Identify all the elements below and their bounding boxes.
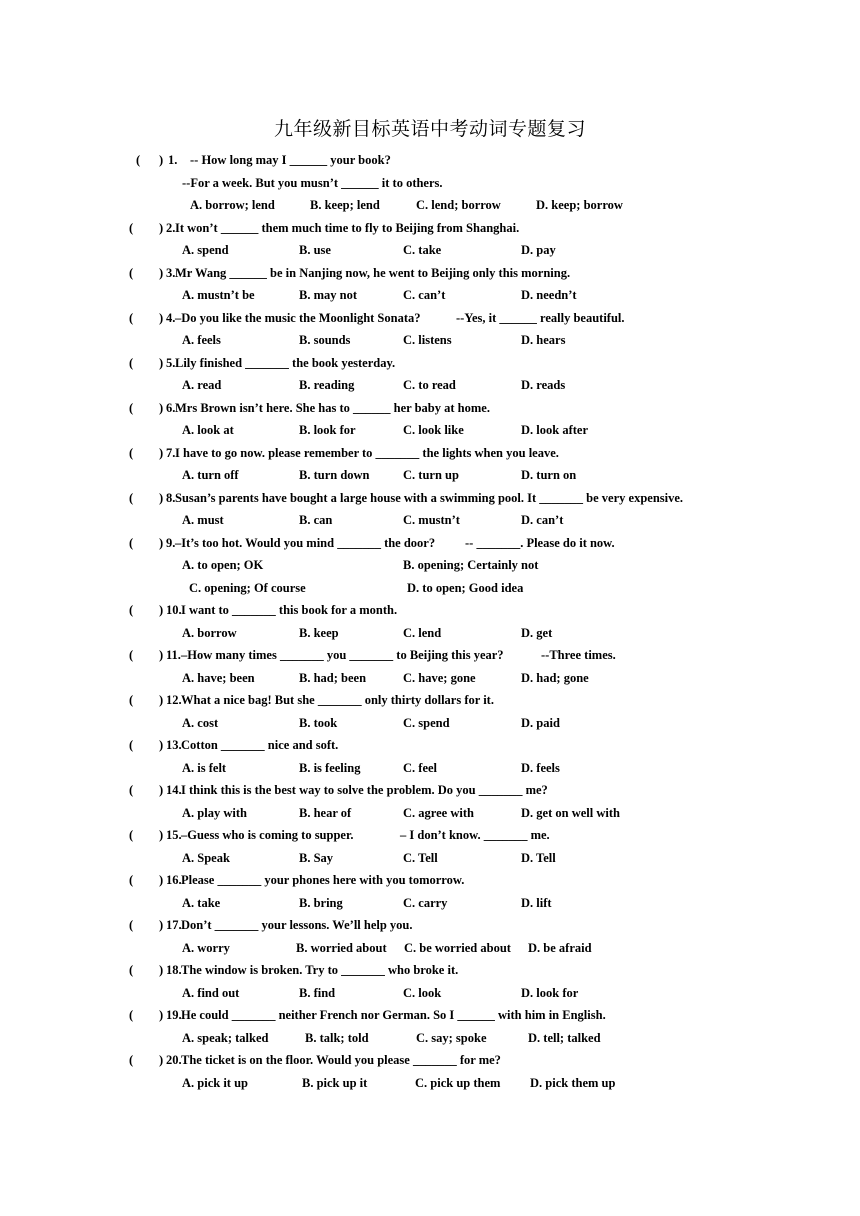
- question-13-options-line: [0, 761, 860, 783]
- option: D. pick them up: [530, 1075, 616, 1090]
- option: C. can’t: [403, 288, 446, 302]
- question-stem-reply: – I don’t know. _______ me.: [400, 828, 550, 842]
- question-stem: Don’t _______ your lessons. We’ll help you.: [181, 918, 413, 932]
- option: C. be worried about: [404, 940, 511, 955]
- question-7-stem-line: [0, 446, 860, 468]
- option: D. lift: [521, 895, 552, 910]
- question-stem: Mr Wang ______ be in Nanjing now, he went to Beijing only this morning.: [175, 265, 571, 280]
- option: A. take: [182, 895, 221, 910]
- option: D. had; gone: [521, 670, 589, 685]
- option: B. pick up it: [302, 1075, 368, 1090]
- answer-paren-open: (: [129, 445, 134, 460]
- option: B. hear of: [299, 805, 352, 820]
- question-3-options-line: [0, 288, 860, 310]
- answer-paren-open: (: [129, 648, 134, 662]
- question-9-stem-line: [0, 536, 860, 558]
- question-number: 2.: [166, 220, 176, 235]
- option: C. to read: [403, 378, 456, 392]
- option: D. paid: [521, 715, 560, 730]
- option: D. Tell: [521, 850, 556, 865]
- question-number: 8.: [166, 490, 176, 505]
- question-stem: Cotton _______ nice and soft.: [181, 738, 339, 752]
- question-17-stem-line: [0, 918, 860, 940]
- answer-paren-close: ): [159, 783, 164, 797]
- answer-paren-close: ): [159, 738, 164, 752]
- option: D. reads: [521, 378, 566, 392]
- option: C. turn up: [403, 468, 459, 482]
- question-number: 12.: [166, 693, 182, 707]
- question-stem: He could _______ neither French nor German. So I ______ with him in English.: [181, 1008, 606, 1022]
- question-17-options-line: [0, 941, 860, 963]
- answer-paren-open: (: [129, 783, 134, 797]
- question-stem: Lily finished _______ the book yesterday.: [175, 355, 396, 370]
- question-16-options-line: [0, 896, 860, 918]
- answer-paren-open: (: [129, 693, 134, 707]
- question-2-options-line: [0, 243, 860, 265]
- question-stem-reply: --Three times.: [541, 648, 616, 662]
- question-10-stem-line: [0, 603, 860, 625]
- option: A. play with: [182, 805, 247, 820]
- answer-paren-open: (: [129, 265, 134, 280]
- option: A. read: [182, 378, 222, 392]
- question-stem-reply: --Yes, it ______ really beautiful.: [456, 310, 625, 325]
- option: B. reading: [299, 378, 355, 392]
- question-8-options-line: [0, 513, 860, 535]
- option: D. hears: [521, 333, 566, 347]
- question-18-options-line: [0, 986, 860, 1008]
- option: D. keep; borrow: [536, 198, 623, 212]
- option: B. use: [299, 243, 331, 257]
- option: B. keep; lend: [310, 198, 380, 212]
- answer-paren-open: (: [129, 963, 134, 977]
- option: D. can’t: [521, 513, 564, 527]
- question-3-stem-line: [0, 266, 860, 288]
- question-number: 16.: [166, 873, 182, 887]
- question-11-options-line: [0, 671, 860, 693]
- answer-paren-close: ): [159, 693, 164, 707]
- option: A. borrow: [182, 625, 237, 640]
- option: A. speak; talked: [182, 1030, 269, 1045]
- option: D. get on well with: [521, 805, 620, 820]
- question-5-options-line: [0, 378, 860, 400]
- question-8-stem-line: [0, 491, 860, 513]
- question-number: 6.: [166, 400, 176, 415]
- answer-paren-open: (: [129, 828, 134, 842]
- option: B. find: [299, 985, 336, 1000]
- question-stem-reply: --For a week. But you musn’t ______ it to others.: [182, 175, 443, 190]
- question-stem: I want to _______ this book for a month.: [181, 603, 398, 617]
- question-stem: What a nice bag! But she _______ only thirty dollars for it.: [181, 693, 494, 707]
- answer-paren-close: ): [159, 873, 164, 887]
- question-number: 11.: [166, 648, 181, 662]
- question-stem: –Do you like the music the Moonlight Sonata?: [175, 310, 421, 325]
- option: B. is feeling: [299, 760, 361, 775]
- option: A. pick it up: [182, 1075, 248, 1090]
- question-15-stem-line: [0, 828, 860, 850]
- question-13-stem-line: [0, 738, 860, 760]
- option: A. have; been: [182, 670, 255, 685]
- answer-paren-close: ): [159, 828, 164, 842]
- option: C. look: [403, 985, 442, 1000]
- answer-paren-open: (: [129, 310, 134, 325]
- option: D. tell; talked: [528, 1030, 601, 1045]
- answer-paren-close: ): [159, 445, 164, 460]
- option: D. to open; Good idea: [407, 580, 524, 595]
- option: C. opening; Of course: [189, 580, 306, 595]
- question-12-stem-line: [0, 693, 860, 715]
- option: C. lend; borrow: [416, 198, 501, 212]
- question-19-options-line: [0, 1031, 860, 1053]
- option: C. lend: [403, 625, 442, 640]
- option: B. Say: [299, 850, 334, 865]
- answer-paren-close: ): [159, 1008, 164, 1022]
- option: B. turn down: [299, 468, 370, 482]
- answer-paren-open: (: [129, 490, 134, 505]
- question-stem: I think this is the best way to solve the problem. Do you _______ me?: [181, 783, 548, 797]
- option: D. feels: [521, 760, 560, 775]
- option: C. spend: [403, 715, 450, 730]
- answer-paren-open: (: [129, 355, 134, 370]
- question-14-options-line: [0, 806, 860, 828]
- answer-paren-open: (: [129, 738, 134, 752]
- question-stem: –Guess who is coming to supper.: [181, 828, 354, 842]
- question-number: 19.: [166, 1008, 182, 1022]
- question-number: 17.: [166, 918, 182, 932]
- question-1-reply-line: [0, 176, 860, 198]
- question-stem: The window is broken. Try to _______ who broke it.: [181, 963, 459, 977]
- answer-paren-close: ): [159, 220, 164, 235]
- option: B. bring: [299, 895, 343, 910]
- question-number: 10.: [166, 603, 182, 617]
- answer-paren-open: (: [136, 153, 141, 167]
- question-stem: I have to go now. please remember to _______ the lights when you leave.: [175, 445, 559, 460]
- option: B. took: [299, 715, 338, 730]
- option: A. turn off: [182, 468, 239, 482]
- option: B. sounds: [299, 333, 351, 347]
- question-2-stem-line: [0, 221, 860, 243]
- question-14-stem-line: [0, 783, 860, 805]
- question-stem: –It’s too hot. Would you mind _______ the door?: [175, 535, 436, 550]
- option: D. needn’t: [521, 288, 577, 302]
- option: A. worry: [182, 940, 230, 955]
- option: C. carry: [403, 895, 448, 910]
- option: C. pick up them: [415, 1075, 501, 1090]
- question-stem: –How many times _______ you _______ to Beijing this year?: [181, 648, 504, 662]
- option: A. mustn’t be: [182, 288, 255, 302]
- answer-paren-open: (: [129, 1053, 134, 1067]
- answer-paren-close: ): [159, 918, 164, 932]
- option: C. take: [403, 243, 442, 257]
- answer-paren-open: (: [129, 535, 134, 550]
- answer-paren-close: ): [159, 648, 164, 662]
- question-stem: Mrs Brown isn’t here. She has to ______ her baby at home.: [175, 400, 490, 415]
- question-15-options-line: [0, 851, 860, 873]
- question-number: 14.: [166, 783, 182, 797]
- question-6-options-line: [0, 423, 860, 445]
- question-number: 5.: [166, 355, 176, 370]
- question-7-options-line: [0, 468, 860, 490]
- option: B. can: [299, 513, 333, 527]
- question-stem: Please _______ your phones here with you tomorrow.: [181, 873, 465, 887]
- answer-paren-close: ): [159, 1053, 164, 1067]
- answer-paren-open: (: [129, 400, 134, 415]
- question-18-stem-line: [0, 963, 860, 985]
- question-4-stem-line: [0, 311, 860, 333]
- option: B. opening; Certainly not: [403, 558, 539, 572]
- question-6-stem-line: [0, 401, 860, 423]
- option: A. Speak: [182, 850, 230, 865]
- option: A. look at: [182, 423, 234, 437]
- option: B. worried about: [296, 940, 387, 955]
- option: D. be afraid: [528, 940, 592, 955]
- question-10-options-line: [0, 626, 860, 648]
- question-5-stem-line: [0, 356, 860, 378]
- option: A. is felt: [182, 760, 227, 775]
- question-stem: -- How long may I ______ your book?: [190, 153, 391, 167]
- option: D. get: [521, 625, 553, 640]
- answer-paren-open: (: [129, 918, 134, 932]
- question-4-options-line: [0, 333, 860, 355]
- question-19-stem-line: [0, 1008, 860, 1030]
- answer-paren-open: (: [129, 603, 134, 617]
- question-stem: The ticket is on the floor. Would you please _______ for me?: [181, 1053, 501, 1067]
- option: C. look like: [403, 423, 464, 437]
- question-number: 9.: [166, 535, 176, 550]
- option: C. say; spoke: [416, 1030, 487, 1045]
- question-number: 13.: [166, 738, 182, 752]
- option: A. find out: [182, 985, 240, 1000]
- question-9-options-line-2: [0, 581, 860, 603]
- question-stem: Susan’s parents have bought a large house with a swimming pool. It _______ be very expensive.: [175, 490, 684, 505]
- question-number: 15.: [166, 828, 182, 842]
- option: C. listens: [403, 333, 452, 347]
- question-16-stem-line: [0, 873, 860, 895]
- answer-paren-open: (: [129, 1008, 134, 1022]
- option: A. feels: [182, 333, 221, 347]
- question-11-stem-line: [0, 648, 860, 670]
- answer-paren-close: ): [159, 603, 164, 617]
- question-1-stem-line: [0, 153, 860, 175]
- option: B. keep: [299, 625, 339, 640]
- option: A. borrow; lend: [190, 198, 275, 212]
- option: A. cost: [182, 715, 219, 730]
- option: C. feel: [403, 760, 438, 775]
- page-title: 九年级新目标英语中考动词专题复习: [273, 118, 586, 140]
- option: D. pay: [521, 243, 556, 257]
- question-number: 3.: [166, 265, 176, 280]
- question-9-options-line-1: [0, 558, 860, 580]
- option: D. turn on: [521, 468, 577, 482]
- option: A. spend: [182, 243, 229, 257]
- question-number: 4.: [166, 310, 176, 325]
- option: C. Tell: [403, 850, 438, 865]
- question-stem-reply: -- _______. Please do it now.: [465, 535, 615, 550]
- answer-paren-open: (: [129, 873, 134, 887]
- question-20-stem-line: [0, 1053, 860, 1075]
- option: B. had; been: [299, 670, 367, 685]
- question-1-options-line: [0, 198, 860, 220]
- option: D. look after: [521, 423, 588, 437]
- option: B. talk; told: [305, 1030, 369, 1045]
- option: C. mustn’t: [403, 513, 460, 527]
- option: C. agree with: [403, 805, 474, 820]
- option: B. look for: [299, 423, 356, 437]
- answer-paren-open: (: [129, 220, 134, 235]
- question-number: 18.: [166, 963, 182, 977]
- answer-paren-close: ): [159, 310, 164, 325]
- answer-paren-close: ): [159, 963, 164, 977]
- option: D. look for: [521, 985, 579, 1000]
- answer-paren-close: ): [159, 490, 164, 505]
- question-number: 1.: [168, 153, 178, 167]
- option: A. must: [182, 513, 224, 527]
- question-20-options-line: [0, 1076, 860, 1098]
- answer-paren-close: ): [159, 153, 164, 167]
- question-stem: It won’t ______ them much time to fly to Beijing from Shanghai.: [175, 220, 520, 235]
- option: A. to open; OK: [182, 558, 264, 572]
- question-12-options-line: [0, 716, 860, 738]
- question-number: 7.: [166, 445, 176, 460]
- answer-paren-close: ): [159, 535, 164, 550]
- question-number: 20.: [166, 1053, 182, 1067]
- answer-paren-close: ): [159, 265, 164, 280]
- answer-paren-close: ): [159, 355, 164, 370]
- option: B. may not: [299, 288, 357, 302]
- answer-paren-close: ): [159, 400, 164, 415]
- option: C. have; gone: [403, 670, 476, 685]
